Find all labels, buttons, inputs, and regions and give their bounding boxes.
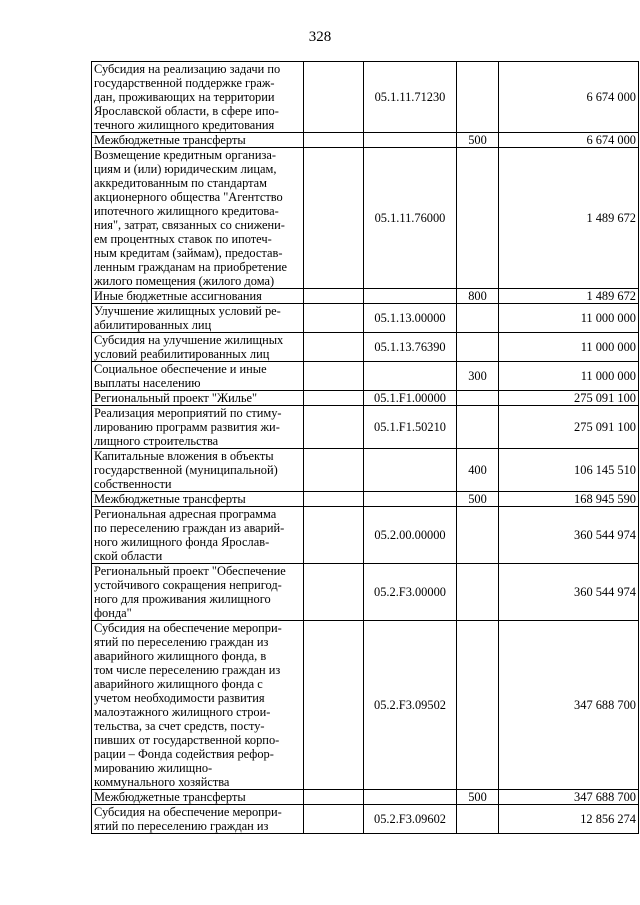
row-amount: 6 674 000 — [499, 62, 639, 133]
table-row — [92, 362, 639, 391]
row-code: 05.2.00.00000 — [364, 507, 457, 564]
row-code — [364, 133, 457, 148]
row-expense-type — [457, 333, 499, 362]
row-expense-type — [457, 391, 499, 406]
table-row — [92, 406, 639, 449]
row-name: Субсидия на обеспечение меропри- ятий по переселению граждан из аварийного жилищного фонда, в том числе переселению граждан из аварийного жилищного фонда с учетом необходимости развития малоэтажного жилищного строи- тельства, за счет средств, посту- пивших от государственной корпо- рации – Фонда содействия рефор- мированию жилищно- коммунального хозяйства — [92, 621, 304, 790]
row-empty-cell — [304, 62, 364, 133]
row-empty-cell — [304, 304, 364, 333]
row-code: 05.1.F1.50210 — [364, 406, 457, 449]
row-name: Субсидия на реализацию задачи по государственной поддержке граж- дан, проживающих на территории Ярославской области, в сфере ипо- течного жилищного кредитования — [92, 62, 304, 133]
row-empty-cell — [304, 790, 364, 805]
row-amount: 347 688 700 — [499, 790, 639, 805]
row-empty-cell — [304, 391, 364, 406]
page-number: 328 — [308, 29, 332, 45]
row-amount: 106 145 510 — [499, 449, 639, 492]
table-row — [92, 148, 639, 289]
row-code: 05.1.11.76000 — [364, 148, 457, 289]
row-amount: 275 091 100 — [499, 391, 639, 406]
row-expense-type — [457, 805, 499, 834]
row-name: Субсидия на улучшение жилищных условий реабилитированных лиц — [92, 333, 304, 362]
budget-table — [91, 61, 639, 834]
table-row — [92, 449, 639, 492]
row-code: 05.1.11.71230 — [364, 62, 457, 133]
row-code — [364, 790, 457, 805]
row-expense-type — [457, 621, 499, 790]
row-name: Иные бюджетные ассигнования — [92, 289, 304, 304]
row-name: Региональный проект "Обеспечение устойчивого сокращения непригод- ного для проживания жилищного фонда" — [92, 564, 304, 621]
row-expense-type: 400 — [457, 449, 499, 492]
table-row — [92, 790, 639, 805]
row-amount: 11 000 000 — [499, 304, 639, 333]
row-name: Улучшение жилищных условий ре- абилитированных лиц — [92, 304, 304, 333]
row-empty-cell — [304, 805, 364, 834]
row-amount: 347 688 700 — [499, 621, 639, 790]
table-row — [92, 333, 639, 362]
row-name: Реализация мероприятий по стиму- лированию программ развития жи- лищного строительства — [92, 406, 304, 449]
table-row — [92, 564, 639, 621]
row-expense-type — [457, 564, 499, 621]
row-code: 05.1.F1.00000 — [364, 391, 457, 406]
row-name: Межбюджетные трансферты — [92, 133, 304, 148]
row-code — [364, 362, 457, 391]
row-empty-cell — [304, 148, 364, 289]
row-empty-cell — [304, 406, 364, 449]
row-name: Региональный проект "Жилье" — [92, 391, 304, 406]
row-expense-type — [457, 62, 499, 133]
table-row — [92, 621, 639, 790]
table-row — [92, 391, 639, 406]
row-expense-type: 500 — [457, 133, 499, 148]
row-code: 05.1.13.00000 — [364, 304, 457, 333]
row-empty-cell — [304, 492, 364, 507]
row-expense-type — [457, 507, 499, 564]
row-expense-type — [457, 148, 499, 289]
row-name: Возмещение кредитным организа- циям и (или) юридическим лицам, аккредитованным по стандартам акционерного общества "Агентство ипотечного жилищного кредитова- ния", затрат, связанных со снижени- ем процентных ставок по ипотеч- ным кредитам (займам), предостав- ленным гражданам на приобретение жилого помещения (жилого дома) — [92, 148, 304, 289]
table-row — [92, 805, 639, 834]
row-amount: 6 674 000 — [499, 133, 639, 148]
row-code: 05.1.13.76390 — [364, 333, 457, 362]
row-amount: 275 091 100 — [499, 406, 639, 449]
row-code: 05.2.F3.09502 — [364, 621, 457, 790]
row-expense-type: 500 — [457, 790, 499, 805]
row-empty-cell — [304, 362, 364, 391]
table-row — [92, 304, 639, 333]
row-amount: 12 856 274 — [499, 805, 639, 834]
row-amount: 360 544 974 — [499, 564, 639, 621]
row-name: Межбюджетные трансферты — [92, 492, 304, 507]
row-name: Социальное обеспечение и иные выплаты населению — [92, 362, 304, 391]
row-empty-cell — [304, 507, 364, 564]
row-amount: 11 000 000 — [499, 362, 639, 391]
row-code — [364, 492, 457, 507]
row-name: Межбюджетные трансферты — [92, 790, 304, 805]
row-name: Субсидия на обеспечение меропри- ятий по переселению граждан из — [92, 805, 304, 834]
row-expense-type — [457, 406, 499, 449]
row-amount: 1 489 672 — [499, 148, 639, 289]
table-row — [92, 507, 639, 564]
row-amount: 360 544 974 — [499, 507, 639, 564]
row-expense-type: 800 — [457, 289, 499, 304]
row-empty-cell — [304, 449, 364, 492]
row-code — [364, 449, 457, 492]
table-row — [92, 62, 639, 133]
row-amount: 168 945 590 — [499, 492, 639, 507]
row-code — [364, 289, 457, 304]
row-expense-type: 300 — [457, 362, 499, 391]
table-row — [92, 289, 639, 304]
table-row — [92, 133, 639, 148]
row-amount: 11 000 000 — [499, 333, 639, 362]
table-row — [92, 492, 639, 507]
row-code: 05.2.F3.00000 — [364, 564, 457, 621]
row-amount: 1 489 672 — [499, 289, 639, 304]
row-expense-type — [457, 304, 499, 333]
row-name: Капитальные вложения в объекты государственной (муниципальной) собственности — [92, 449, 304, 492]
budget-table-body — [92, 62, 639, 834]
row-code: 05.2.F3.09602 — [364, 805, 457, 834]
row-empty-cell — [304, 133, 364, 148]
row-name: Региональная адресная программа по переселению граждан из аварий- ного жилищного фонда Ярослав- ской области — [92, 507, 304, 564]
row-empty-cell — [304, 289, 364, 304]
row-expense-type: 500 — [457, 492, 499, 507]
row-empty-cell — [304, 333, 364, 362]
row-empty-cell — [304, 564, 364, 621]
row-empty-cell — [304, 621, 364, 790]
